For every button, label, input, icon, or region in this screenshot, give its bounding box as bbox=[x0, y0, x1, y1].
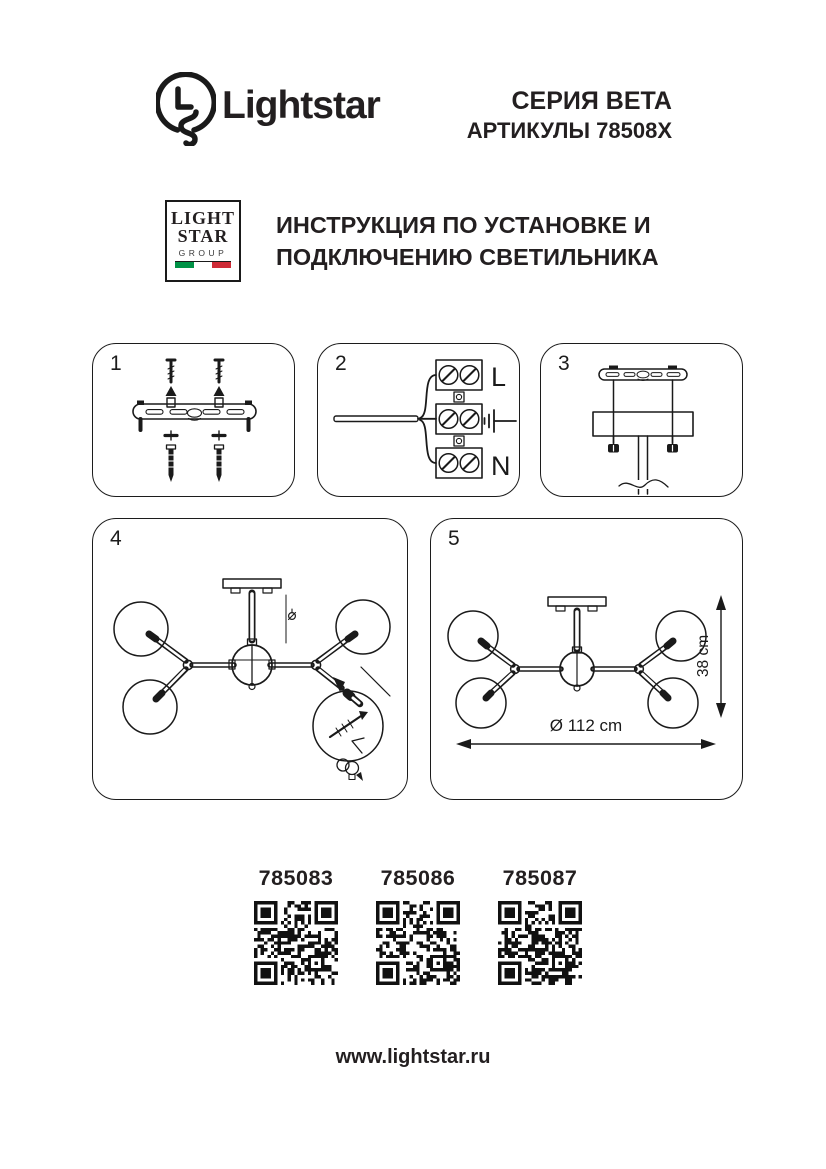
mounting-bar bbox=[133, 401, 256, 431]
glass-globe bbox=[123, 680, 177, 734]
article-number: 785086 bbox=[380, 866, 456, 890]
article-item bbox=[234, 866, 358, 990]
diameter-dimension bbox=[456, 716, 716, 749]
glass-globe bbox=[448, 611, 498, 661]
page-title-line1: ИНСТРУКЦИЯ ПО УСТАНОВКЕ И bbox=[276, 212, 651, 238]
terminal-block bbox=[436, 360, 482, 390]
articles-title: АРТИКУЛЫ 78508X bbox=[466, 118, 672, 143]
ground-icon bbox=[485, 410, 517, 432]
page-title-line2: ПОДКЛЮЧЕНИЮ СВЕТИЛЬНИКА bbox=[276, 244, 659, 270]
flag-red bbox=[212, 262, 231, 268]
terminal-block bbox=[436, 448, 482, 478]
wall-anchor bbox=[165, 431, 177, 482]
fixing-nut bbox=[608, 444, 619, 453]
screw-icon bbox=[289, 609, 296, 620]
mounting-bar bbox=[599, 366, 687, 381]
height-dimension-label: 38 cm bbox=[695, 634, 712, 678]
qr-code bbox=[254, 901, 338, 985]
glass-globe bbox=[336, 600, 390, 654]
step-number: 4 bbox=[110, 527, 122, 550]
fixing-nut bbox=[667, 444, 678, 453]
step-panel-2 bbox=[317, 343, 520, 497]
step3-drawing-canopy bbox=[541, 344, 744, 498]
step-number: 1 bbox=[110, 352, 122, 375]
article-item bbox=[356, 866, 480, 990]
wall-anchor bbox=[213, 431, 225, 482]
group-logo-word: STAR bbox=[177, 226, 229, 246]
step-number: 2 bbox=[335, 352, 347, 375]
article-item bbox=[478, 866, 602, 990]
qr-code bbox=[376, 901, 460, 985]
step-panel-3 bbox=[540, 343, 743, 497]
terminal-block bbox=[436, 404, 482, 434]
article-number: 785087 bbox=[502, 866, 578, 890]
step4-drawing-assembly bbox=[93, 519, 409, 801]
italian-flag-stripe bbox=[175, 261, 231, 268]
canopy-plate bbox=[593, 412, 693, 436]
glass-globe bbox=[648, 678, 698, 728]
step-number: 3 bbox=[558, 352, 570, 375]
down-rod bbox=[619, 436, 668, 494]
website-url: www.lightstar.ru bbox=[335, 1046, 491, 1068]
group-logo-word: GROUP bbox=[178, 248, 228, 258]
flag-green bbox=[175, 262, 194, 268]
detail-callout bbox=[313, 691, 383, 761]
live-wire-label: L bbox=[491, 362, 507, 392]
series-title: СЕРИЯ BETA bbox=[511, 87, 672, 115]
step5-drawing-dimensions bbox=[431, 519, 744, 801]
flag-white bbox=[194, 262, 213, 268]
step1-drawing-bracket-anchors bbox=[93, 344, 296, 498]
screw-up bbox=[166, 360, 177, 407]
step-panel-5 bbox=[430, 518, 743, 800]
glass-globe bbox=[114, 602, 168, 656]
lightstar-group-logo bbox=[165, 200, 241, 282]
step-panel-4 bbox=[92, 518, 408, 800]
qr-code bbox=[498, 901, 582, 985]
diameter-dimension-label: Ø 112 cm bbox=[549, 716, 623, 735]
brand-wordmark: Lightstar bbox=[222, 84, 380, 127]
screw-up bbox=[214, 360, 225, 407]
glass-globe bbox=[456, 678, 506, 728]
neutral-wire-label: N bbox=[491, 451, 511, 481]
bulb-icon bbox=[337, 759, 363, 781]
lightstar-bulb-logo-icon bbox=[156, 72, 216, 146]
height-dimension bbox=[695, 595, 726, 718]
step-number: 5 bbox=[448, 527, 460, 550]
group-logo-word: LIGHT bbox=[170, 208, 236, 228]
step-panel-1 bbox=[92, 343, 295, 497]
page-title bbox=[276, 209, 696, 273]
step2-drawing-wiring bbox=[318, 344, 521, 498]
article-number: 785083 bbox=[258, 866, 334, 890]
